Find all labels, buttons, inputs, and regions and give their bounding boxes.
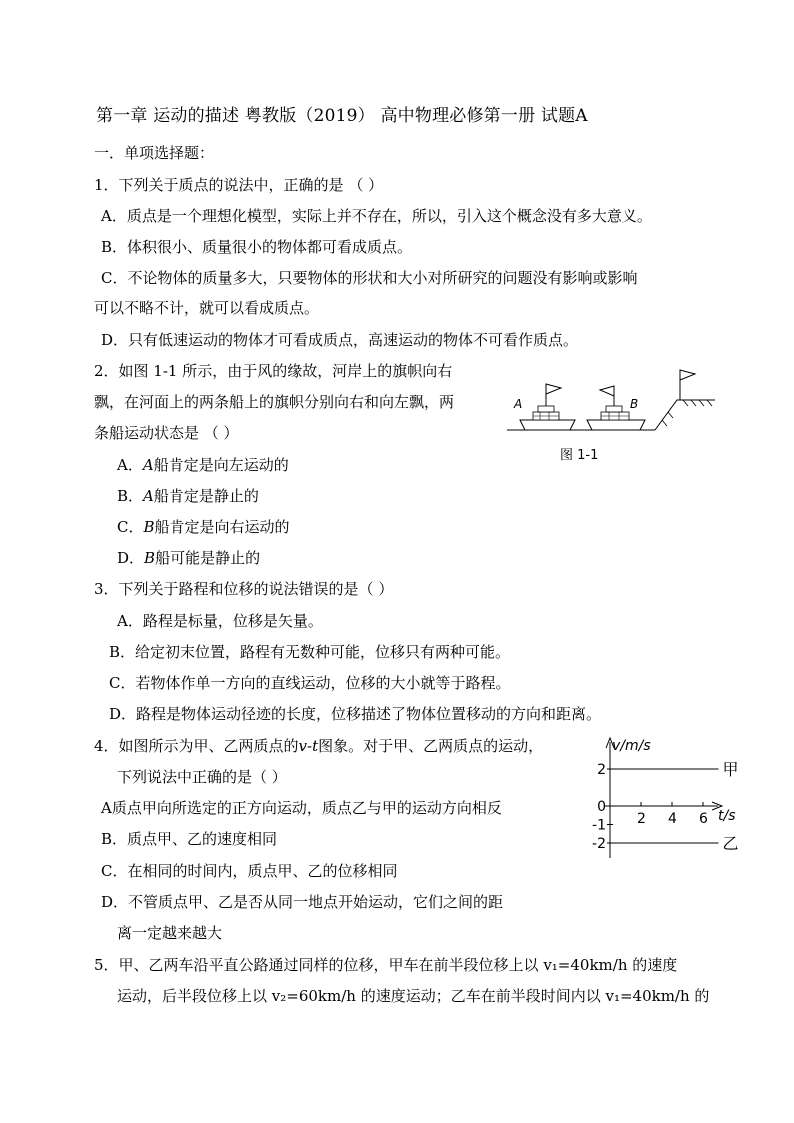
q5-stem-line2: 运动，后半段位移上以 v₂=60km/h 的速度运动；乙车在前半段时间内以 v₁=40km/h 的 [117,987,710,1005]
boat-a-icon [520,384,575,430]
q1-option-d: D．只有低速运动的物体才可看成质点，高速运动的物体不可看作质点。 [101,331,579,349]
q3-option-a: A．路程是标量，位移是矢量。 [117,612,323,630]
q2-stem-line2: 飘，在河面上的两条船上的旗帜分别向右和向左飘，两 [94,393,455,411]
q1-option-a: A．质点是一个理想化模型，实际上并不存在，所以，引入这个概念没有多大意义。 [101,207,652,225]
q4-option-d: D．不管质点甲、乙是否从同一地点开始运动，它们之间的距 [101,893,504,911]
y-tick-label: 2 [597,762,606,778]
y-tick-label: -1 [592,817,606,834]
x-tick-label: 2 [637,811,646,827]
q2-stem-line3: 条船运动状态是 （ ） [94,424,239,442]
q1-stem: 1．下列关于质点的说法中，正确的是 （ ） [94,176,384,194]
q2-option-c: C．B船肯定是向右运动的 [117,518,290,536]
q5-stem-line1: 5．甲、乙两车沿平直公路通过同样的位移，甲车在前半段位移上以 v₁=40km/h 的速度 [94,956,678,974]
x-tick-label: 6 [699,811,708,827]
boat-a-label: A [514,397,523,411]
x-tick-label: 4 [668,811,677,827]
vt-graph [584,728,744,868]
q3-option-d: D．路程是物体运动径迹的长度，位移描述了物体位置移动的方向和距离。 [109,705,602,723]
document-title: 第一章 运动的描述 粤教版（2019） 高中物理必修第一册 试题A [96,106,588,126]
river-bank [655,400,715,430]
y-tick-label: 0 [597,799,606,815]
y-axis-label: v/m/s [612,738,651,754]
y-tick-label: -2 [592,836,606,852]
q4-stem: 4．如图所示为甲、乙两质点的v-t图象。对于甲、乙两质点的运动， [94,737,544,755]
x-axis-label: t/s [718,808,736,824]
q3-option-c: C．若物体作单一方向的直线运动，位移的大小就等于路程。 [109,674,511,692]
series-label-yi: 乙 [722,834,739,853]
q2-option-b: B．A船肯定是静止的 [117,487,259,505]
q2-option-a: A．A船肯定是向左运动的 [117,456,289,474]
series-label-jia: 甲 [722,760,739,779]
q4-option-c: C．在相同的时间内，质点甲、乙的位移相同 [101,862,398,880]
section-heading: 一．单项选择题： [94,144,215,162]
q1-option-b: B．体积很小、质量很小的物体都可看成质点。 [101,238,413,256]
q1-option-c: C．不论物体的质量多大，只要物体的形状和大小对所研究的问题没有影响或影响 [101,269,638,287]
q4-option-d-cont: 离一定越来越大 [117,924,223,942]
q4-option-b: B．质点甲、乙的速度相同 [101,830,278,848]
boat-b-label: B [630,397,639,411]
q4-option-a: A质点甲向所选定的正方向运动，质点乙与甲的运动方向相反 [101,799,502,817]
q2-option-d: D．B船可能是静止的 [117,549,261,567]
q3-stem: 3．下列关于路程和位移的说法错误的是（ ） [94,580,394,598]
q3-option-b: B．给定初末位置，路程有无数种可能，位移只有两种可能。 [109,643,511,661]
figure-boats [505,362,720,442]
q4-stem-line2: 下列说法中正确的是（ ） [117,768,287,786]
bank-flag-icon [680,370,695,400]
q1-option-c-cont: 可以不略不计，就可以看成质点。 [94,299,320,317]
figure-caption: 图 1-1 [560,448,599,463]
q2-stem-line1: 2．如图 1-1 所示，由于风的缘故，河岸上的旗帜向右 [94,362,453,380]
bank-hatching [662,400,712,426]
